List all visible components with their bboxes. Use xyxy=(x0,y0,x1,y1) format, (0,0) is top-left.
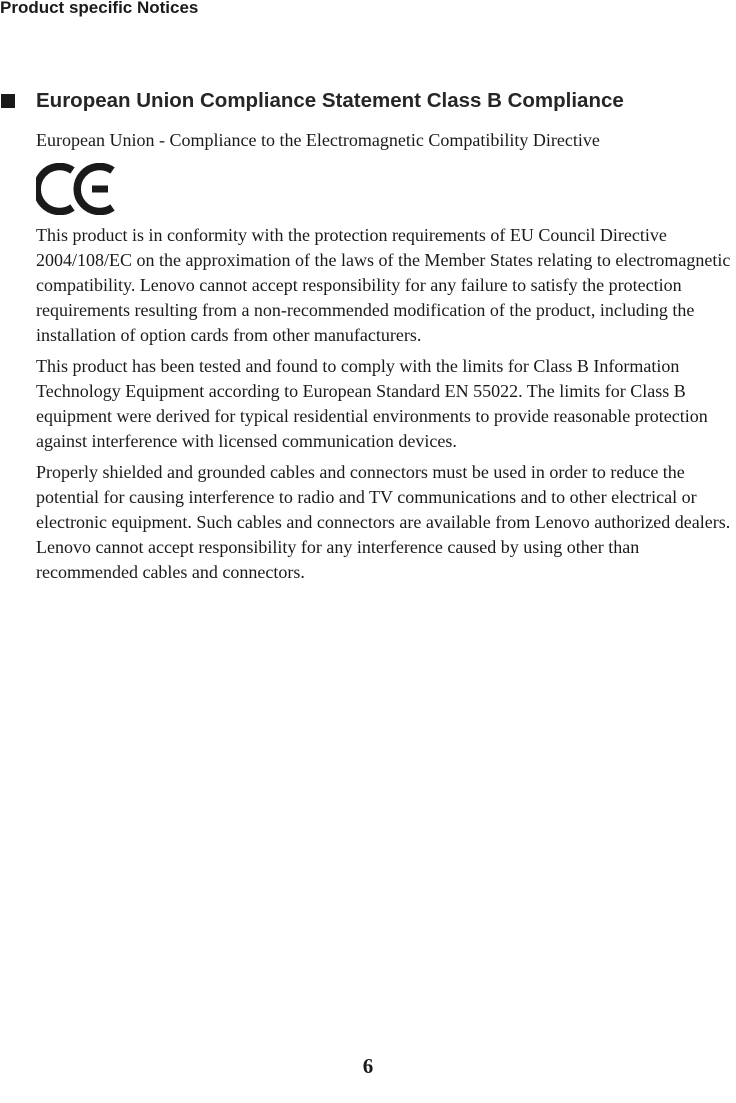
running-header: Product specific Notices xyxy=(0,0,199,17)
square-bullet-icon xyxy=(1,94,15,108)
section-title: European Union Compliance Statement Class B Compliance xyxy=(36,89,624,112)
ce-mark-icon xyxy=(36,163,116,215)
section-content xyxy=(36,128,736,585)
page-number: 6 xyxy=(362,1054,374,1078)
paragraph-cables: Properly shielded and grounded cables and connectors must be used in order to reduce the potential for causing interference to radio and TV communications and to other electrical or electronic equipment. Such cables and connectors are available from Lenovo authorized dealers. Lenovo cannot accept responsibility for any interference caused by using other than recommended cables and connectors. xyxy=(36,462,731,582)
section-heading xyxy=(0,88,624,114)
intro-text: European Union - Compliance to the Electromagnetic Compatibility Directive xyxy=(36,130,600,150)
paragraph-conformity: This product is in conformity with the protection requirements of EU Council Directive 2004/108/EC on the approximation of the laws of the Member States relating to electromagnetic compatibility. Lenovo cannot accept responsibility for any failure to satisfy the protection requirements resulting from a non-recommended modification of the product, including the installation of option cards from other manufacturers. xyxy=(36,225,731,345)
paragraph-class-b-limits: This product has been tested and found to comply with the limits for Class B Information Technology Equipment according to European Standard EN 55022. The limits for Class B equipment were derived for typical residential environments to provide reasonable protection against interference with licensed communication devices. xyxy=(36,356,708,451)
